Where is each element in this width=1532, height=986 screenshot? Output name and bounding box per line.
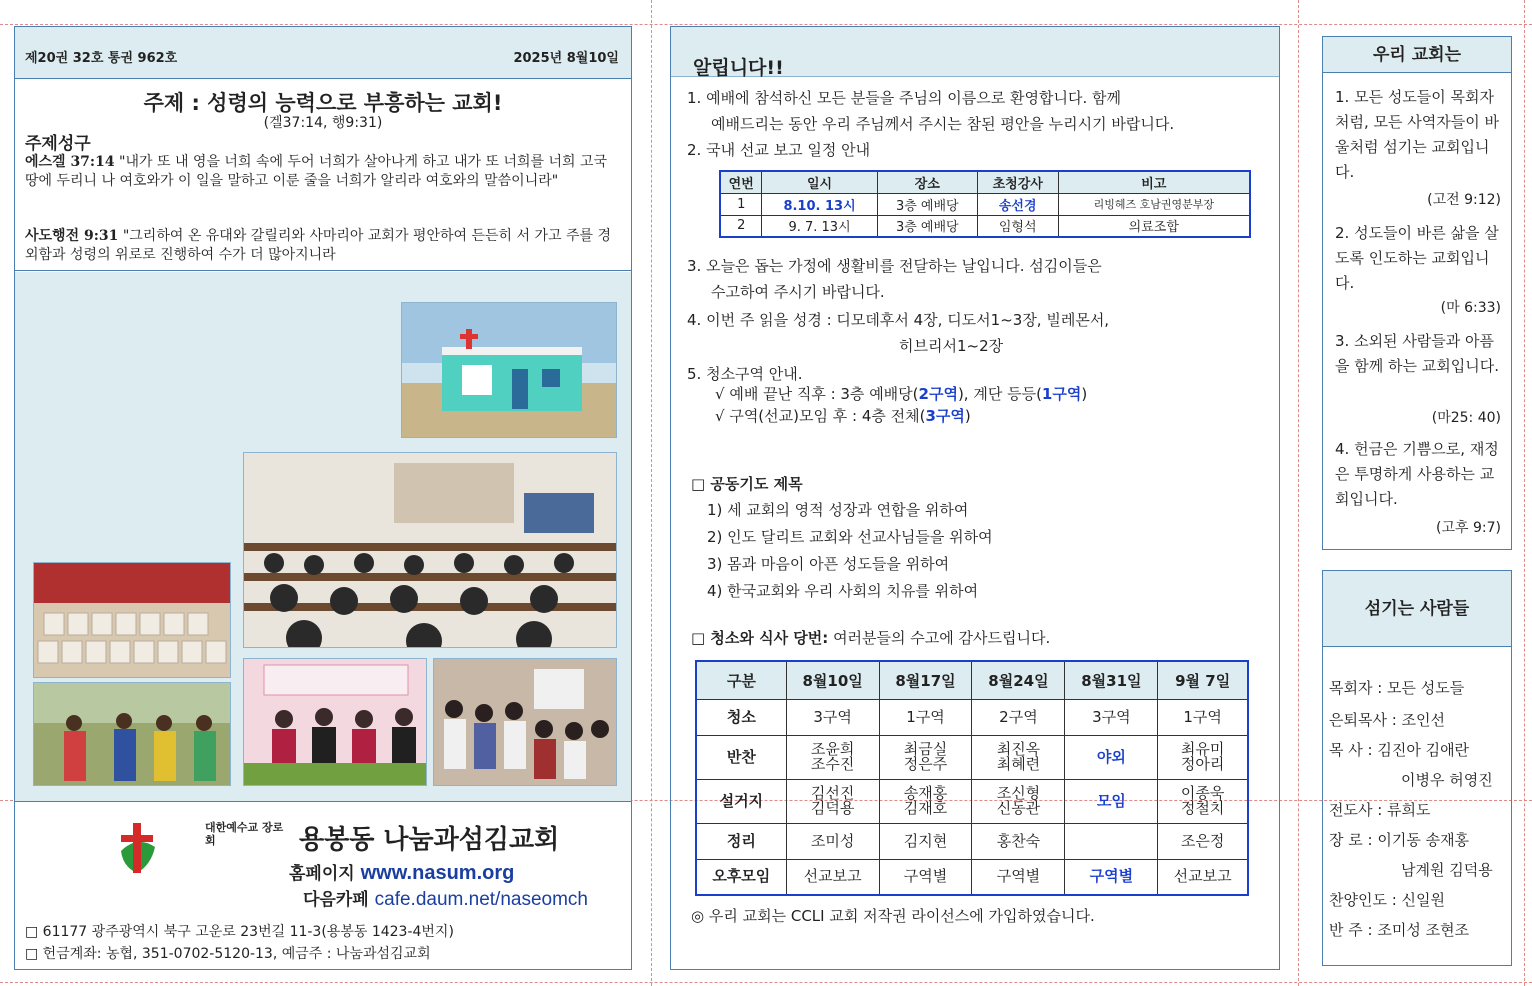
table-row xyxy=(720,215,1250,237)
table-cell: 김지현 xyxy=(879,823,972,859)
fold-guide-bottom xyxy=(0,982,1532,983)
table-row xyxy=(696,779,1248,823)
zone-label: 2구역 xyxy=(918,385,958,403)
table-cell: 구역별 xyxy=(879,859,972,895)
table-header-cell: 초청강사 xyxy=(977,171,1058,193)
fold-guide-top xyxy=(0,24,1532,25)
table-header-cell: 8월10일 xyxy=(786,661,879,699)
table-cell: 조윤희 조수진 xyxy=(786,735,879,779)
theme-refs: (겔37:14, 행9:31) xyxy=(263,115,383,131)
notice-1b: 예배드리는 동안 우리 주님께서 주시는 참된 평안을 누리시기 바랍니다. xyxy=(711,115,1175,133)
fold-guide-v1 xyxy=(651,0,652,986)
table-header-cell: 8월17일 xyxy=(879,661,972,699)
notice-5b-text: ) xyxy=(964,407,971,425)
worship-service-photo xyxy=(243,452,617,648)
table-cell: 최유미 정아리 xyxy=(1158,735,1248,779)
church-address: □ 61177 광주광역시 북구 고운로 23번길 11-3(용봉동 1423-4번지) xyxy=(25,924,454,940)
table-cell: 2 xyxy=(720,215,762,237)
cafe-link[interactable]: cafe.daum.net/naseomch xyxy=(374,889,588,910)
servant-line: 이병우 허영진 xyxy=(1401,771,1493,789)
theme-heading: 주제성구 xyxy=(25,134,91,154)
table-cell: 최금실 정은주 xyxy=(879,735,972,779)
table-cell: 송재홍 김재호 xyxy=(879,779,972,823)
table-header-cell: 연번 xyxy=(720,171,762,193)
table-cell: 청소 xyxy=(696,699,786,735)
distribution-photo xyxy=(33,682,231,786)
church-info xyxy=(15,803,631,969)
homepage-label: 홈페이지 xyxy=(289,864,355,884)
notice-2: 2. 국내 선교 보고 일정 안내 xyxy=(687,141,871,159)
verse-1-text: "내가 또 내 영을 너희 속에 두어 너희가 살아나게 하고 내가 또 너희를 너희 고국 땅에 두리니 나 여호와가 이 일을 말하고 이룬 줄을 너희가 알리라 여호와의 말씀이니라" xyxy=(25,154,608,189)
offering-account: □ 헌금계좌: 농협, 351-0702-5120-13, 예금주 : 나눔과섬김교회 xyxy=(25,946,431,962)
table-cell: 임형석 xyxy=(977,215,1058,237)
zone-label: 1구역 xyxy=(1041,385,1082,403)
church-logo-icon xyxy=(111,821,163,877)
issue-date: 2025년 8월10일 xyxy=(513,51,619,66)
verse-1-ref: 에스겔 37:14 xyxy=(25,154,115,170)
table-cell: 조은정 xyxy=(1158,823,1248,859)
table-cell: 2구역 xyxy=(972,699,1065,735)
theme-title: 주제 : 성령의 능력으로 부흥하는 교회! xyxy=(143,91,503,115)
table-header-cell: 8월24일 xyxy=(972,661,1065,699)
fellowship-event-photo xyxy=(243,658,427,786)
duty-title: □ 청소와 식사 당번: xyxy=(691,629,829,647)
notice-3b: 수고하여 주시기 바랍니다. xyxy=(711,283,885,301)
vision-item: 4. 헌금은 기쁨으로, 재정은 투명하게 사용하는 교회입니다. xyxy=(1335,440,1499,508)
notice-5a-text: √ 예배 끝난 직후 : 3층 예배당( xyxy=(715,385,919,403)
photo-collage xyxy=(15,272,631,802)
our-church-box xyxy=(1322,36,1512,550)
table-header-cell: 8월31일 xyxy=(1065,661,1158,699)
notices-title: 알립니다!! xyxy=(693,57,784,79)
servants-title: 섬기는 사람들 xyxy=(1323,571,1511,647)
prayer-item: 2) 인도 달리트 교회와 선교사님들을 위하여 xyxy=(707,528,993,546)
table-cell: 3층 예배당 xyxy=(877,193,977,215)
fold-guide-v2 xyxy=(1298,0,1299,986)
vision-ref: (마 6:33) xyxy=(1440,300,1501,316)
homepage-link[interactable]: www.nasum.org xyxy=(360,862,515,884)
vision-ref: (고전 9:12) xyxy=(1427,192,1501,208)
verse-2-ref: 사도행전 9:31 xyxy=(25,228,119,244)
servant-line: 장 로 : 이기동 송재홍 xyxy=(1329,831,1470,849)
vision-item: 3. 소외된 사람들과 아픔을 함께 하는 교회입니다. xyxy=(1335,332,1499,375)
notice-5b xyxy=(715,405,971,426)
vision-item: 1. 모든 성도들이 목회자처럼, 모든 사역자들이 바울처럼 섬기는 교회입니다. xyxy=(1335,88,1499,181)
table-cell: 리빙헤즈 호남권영분부장 xyxy=(1058,193,1250,215)
prayer-item: 3) 몸과 마음이 아픈 성도들을 위하여 xyxy=(707,555,950,573)
table-cell: 반찬 xyxy=(696,735,786,779)
issue-number: 제20권 32호 통권 962호 xyxy=(25,51,178,66)
vision-item: 2. 성도들이 바른 삶을 살도록 인도하는 교회입니다. xyxy=(1335,224,1499,292)
table-cell: 송선경 xyxy=(977,193,1058,215)
table-cell: 모임 xyxy=(1065,779,1158,823)
notices-header xyxy=(671,27,1279,77)
table-cell: 오후모임 xyxy=(696,859,786,895)
notices-page xyxy=(670,26,1280,970)
vision-ref: (마25: 40) xyxy=(1431,410,1501,426)
table-cell: 3층 예배당 xyxy=(877,215,977,237)
prayer-item: 4) 한국교회와 우리 사회의 치유를 위하여 xyxy=(707,582,979,600)
table-header-cell: 비고 xyxy=(1058,171,1250,193)
servant-line: 찬양인도 : 신일원 xyxy=(1329,891,1446,909)
servant-line: 은퇴목사 : 조인선 xyxy=(1329,711,1446,729)
table-cell: 1구역 xyxy=(879,699,972,735)
notice-4a: 4. 이번 주 읽을 성경 : 디모데후서 4장, 디도서1~3장, 빌레몬서, xyxy=(687,311,1110,329)
front-page xyxy=(14,26,632,970)
bulletin-header xyxy=(15,27,631,79)
notice-5a-text: ) xyxy=(1081,385,1088,403)
duty-table xyxy=(695,660,1249,896)
notice-5b-text: √ 구역(선교)모임 후 : 4층 전체( xyxy=(715,407,926,425)
table-row xyxy=(696,859,1248,895)
church-building-photo xyxy=(401,302,617,438)
prayer-item: 1) 세 교회의 영적 성장과 연합을 위하여 xyxy=(707,501,969,519)
table-cell: 9. 7. 13시 xyxy=(762,215,877,237)
table-header-row xyxy=(720,171,1250,193)
table-cell: 홍찬숙 xyxy=(972,823,1065,859)
church-name: 용봉동 나눔과섬김교회 xyxy=(299,825,560,855)
table-cell: 야외 xyxy=(1065,735,1158,779)
table-row xyxy=(696,823,1248,859)
vision-ref: (고후 9:7) xyxy=(1436,520,1501,536)
notice-5: 5. 청소구역 안내. xyxy=(687,365,803,383)
table-cell: 이종욱 정철치 xyxy=(1158,779,1248,823)
verse-2 xyxy=(25,227,621,265)
zone-label: 3구역 xyxy=(925,407,965,425)
table-header-cell: 장소 xyxy=(877,171,977,193)
ccli-notice: ◎ 우리 교회는 CCLI 교회 저작권 라이선스에 가입하였습니다. xyxy=(691,907,1095,925)
cafe-line xyxy=(303,885,588,911)
notice-5a-text: ), 계단 등등( xyxy=(957,385,1042,403)
theme-section xyxy=(15,79,631,271)
servants-box xyxy=(1322,570,1512,966)
table-header-cell: 9월 7일 xyxy=(1158,661,1248,699)
servant-line: 목회자 : 모든 성도들 xyxy=(1329,679,1465,697)
notice-5a xyxy=(715,383,1087,404)
denomination: 대한예수교 장로회 xyxy=(205,821,284,847)
table-row xyxy=(696,699,1248,735)
table-cell: 최진옥 최혜련 xyxy=(972,735,1065,779)
servant-line: 목 사 : 김진아 김애란 xyxy=(1329,741,1470,759)
table-cell: 조미성 xyxy=(786,823,879,859)
table-cell: 8.10. 13시 xyxy=(762,193,877,215)
table-cell: 3구역 xyxy=(1065,699,1158,735)
our-church-title: 우리 교회는 xyxy=(1323,37,1511,73)
verse-1 xyxy=(25,153,621,191)
table-cell: 1구역 xyxy=(1158,699,1248,735)
table-row xyxy=(720,193,1250,215)
table-header-cell: 구분 xyxy=(696,661,786,699)
table-header-row xyxy=(696,661,1248,699)
table-cell: 선교보고 xyxy=(786,859,879,895)
prayer-title: □ 공동기도 제목 xyxy=(691,475,803,493)
homepage-line xyxy=(289,859,514,885)
table-header-cell: 일시 xyxy=(762,171,877,193)
table-row xyxy=(696,735,1248,779)
cafe-label: 다음카페 xyxy=(303,890,369,910)
duty-heading xyxy=(691,627,1050,648)
fold-guide-v3 xyxy=(1524,0,1525,986)
table-cell: 김선진 김덕용 xyxy=(786,779,879,823)
table-cell: 구역별 xyxy=(1065,859,1158,895)
servant-line: 전도사 : 류희도 xyxy=(1329,801,1431,819)
relief-supplies-photo xyxy=(33,562,231,678)
table-cell: 구역별 xyxy=(972,859,1065,895)
verse-2-text: "그리하여 온 유대와 갈릴리와 사마리아 교회가 평안하여 든든히 서 가고 주를 경외함과 성령의 위로로 진행하여 수가 더 많아지니라 xyxy=(25,228,611,263)
mission-schedule-table xyxy=(719,170,1251,238)
table-cell xyxy=(1065,823,1158,859)
notice-3a: 3. 오늘은 돕는 가정에 생활비를 전달하는 날입니다. 섬김이들은 xyxy=(687,257,1102,275)
table-cell: 3구역 xyxy=(786,699,879,735)
table-cell: 조신형 신동관 xyxy=(972,779,1065,823)
servant-line: 남계원 김덕용 xyxy=(1401,861,1493,879)
table-cell: 의료조합 xyxy=(1058,215,1250,237)
table-cell: 1 xyxy=(720,193,762,215)
table-cell: 선교보고 xyxy=(1158,859,1248,895)
table-cell: 설거지 xyxy=(696,779,786,823)
mission-gathering-photo xyxy=(433,658,617,786)
servant-line: 반 주 : 조미성 조현조 xyxy=(1329,921,1470,939)
notice-4b: 히브리서1~2장 xyxy=(899,337,1004,355)
table-cell: 정리 xyxy=(696,823,786,859)
duty-thanks: 여러분들의 수고에 감사드립니다. xyxy=(833,629,1051,647)
notice-1a: 1. 예배에 참석하신 모든 분들을 주님의 이름으로 환영합니다. 함께 xyxy=(687,89,1121,107)
